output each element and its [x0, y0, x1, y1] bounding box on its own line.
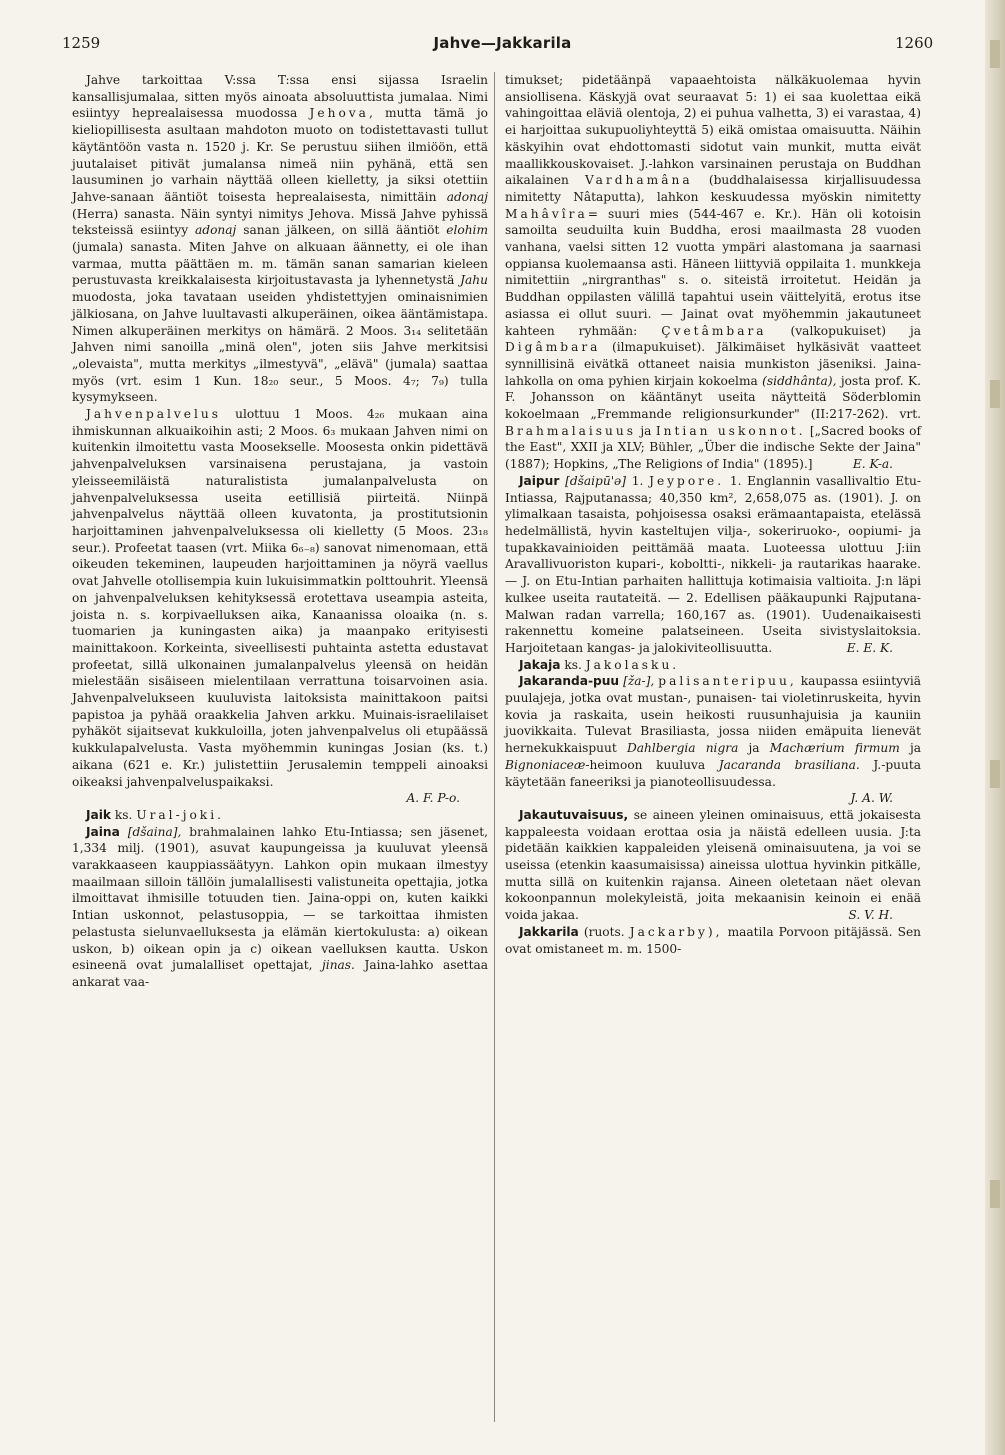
- entry-jaina: Jaina [dšaina], brahmalainen lahko Etu-Intiassa; sen jäsenet, 1,334 milj. (1901), asuvat kaupungeissa ja kuuluvat yleensä varakkaaseen kauppiassäätyyn. Lahkon opin mukaan ilmestyy maailmaan silloin tällöin jumalallisesti valistuneita opettajia, jotka ilmoittavat ihmisille totuuden tien. Jaina-oppi on, kuten kaikki Intian uskonnot, pelastusoppia, — se tarkoittaa ihmisten pelastusta sielunvaelluksesta ja elämän kiertokulusta: a) oikean uskon, b) oikean opin ja c) oikean vaelluksen kautta. Uskon esineenä ovat jumalalliset opettajat, jinas. Jaina-lahko asettaa ankarat vaa-: [72, 824, 489, 989]
- page-header: [0, 34, 1005, 58]
- page-edge-mark: [990, 1180, 1000, 1208]
- entry-jaina-continued: timukset; pidetäänpä vapaaehtoista nälkäkuolemaa hyvin ansiollisena. Käskyjä ovat seuraavat 5: 1) ei saa kuolettaa eikä vahingoittaa eläviä olentoja, 2) ei puhua valhetta, 3) ei varastaa, 4) ei harjoittaa sukupuoliyhteyttä 5) eikä omistaa omaisuutta. Näihin käskyihin ovat ehdottomasti sidotut vain munkit, mutta eivät maallikkouskovaiset. J.-lahkon varsinainen perustaja on Buddhan aikalainen Vardhamâna (buddhalaisessa kirjallisuudessa nimitetty Nâtaputta), lahkon keskuudessa myöskin nimitetty Mahâvîra= suuri mies (544-467 e. Kr.). Hän oli kotoisin samoilta seuduilta kuin Buddha, erosi maailmasta 28 vuoden vanhana, vaelsi sitten 12 vuotta ympäri alastomana ja saarnasi oppiansa kuolemaansa asti. Häneen liittyviä oppilaita 1. munkkeja nimitettiin „nirgranthas" s. o. siteistä irroitetut. Heidän ja Buddhan oppilasten välillä tapahtui usein väittelyitä, erotus itse asiassa ei ollut suuri. — Jainat ovat myöhemmin jakautuneet kahteen ryhmään: Çvetâmbara (valkopukuiset) ja Digâmbara (ilmapukuiset). Jälkimäiset hylkäsivät vaatteet synnillisinä eivätkä ottaneet naisia munkiston jäseniksi. Jaina-lahkolla on oma pyhien kirjain kokoelma (siddhânta), josta prof. K. F. Johansson on kääntänyt useita näytteitä Söderblomin kokoelmaan „Fremmande religionsurkunder" (II:217-262). vrt. Brahmalaisuus ja Intian uskonnot. [„Sacred books of the East", XXII ja XLV; Bühler, „Über die indische Sekte der Jaina" (1887); Hopkins, „The Religions of India" (1895).] E. K-a.: [505, 73, 922, 472]
- entry-jakautuvaisuus: Jakautuvaisuus, se aineen yleinen ominaisuus, että jokaisesta kappaleesta voidaan erottaa osia ja näistä edelleen uusia. J:ta pidetään kaikkien kappaleiden yleisenä ominaisuutena, ja voi se useissa (etenkin kaasumaisissa) aineissa ulottua hyvinkin pitkälle, mutta sillä on kuitenkin rajansa. Aineen oletetaan näet olevan kokoonpannun molekyleistä, joita mekaanisin keinoin ei enää voida jakaa. S. V. H.: [505, 807, 922, 923]
- author-signature: E. E. K.: [846, 640, 893, 655]
- page-number-right: 1260: [895, 34, 934, 52]
- running-title: Jahve—Jakkarila: [433, 34, 572, 52]
- entry-jaipur: Jaipur [dšaipū'ə] 1. Jeypore. 1. Englannin vasallivaltio Etu-Intiassa, Rajputanassa; 40,350 km², 2,658,075 as. (1901). J. on ylimalkaan tasaista, pohjoisessa osaksi erämaantapaista, etelässä hedelmällistä, hyvin kasteltujen vilja-, sokeriruoko-, oopiumi- ja tupakkavainioiden peittämää maata. Luoteessa ulottuu J:iin Aravallivuoriston kupari-, koboltti-, nikkeli- ja rautarikas haarake. — J. on Etu-Intian parhaiten hallittuja kotimaisia valtioita. J:n läpi kulkee useita rautateitä. — 2. Edellisen pääkaupunki Rajputana-Malwan radan varrella; 160,167 as. (1901). Uudenaikaisesti rakennettu komeine palatseineen. Useita sivistyslaitoksia. Harjoitetaan kangas- ja jalokiviteollisuutta. E. E. K.: [505, 473, 922, 655]
- author-signature: A. F. P-o.: [406, 791, 460, 806]
- author-signature: E. K-a.: [852, 457, 893, 472]
- entry-jahve: Jahve tarkoittaa V:ssa T:ssa ensi sijassa Israelin kansallisjumalaa, sitten myös ainoata absoluuttista jumalaa. Nimi esiintyy heprealaisessa muodossa Jehova, mutta tämä jo kieliopillisesta asultaan mahdoton muoto on todistettavasti tullut käytäntöön vasta n. 1520 j. Kr. Se perustuu siihen ilmiöön, että juutalaiset pitivät jumalansa nimeä niin pyhänä, että sen lausuminen jo varhain näyttää olleen kielletty, ja siksi otettiin Jahve-sanaan ääntiöt toisesta heprealaisesta, nimittäin adonaj (Herra) sanasta. Näin syntyi nimitys Jehova. Missä Jahve pyhissä teksteissä esiintyy adonaj sanan jälkeen, on sillä ääntiöt elohim (jumala) sanasta. Miten Jahve on alkuaan äännetty, ei ole ihan varmaa, mutta päättäen m. m. tämän sanan samarian kieleen perustuvasta kreikkalaisesta kirjoitustavasta ja lyhennetystä Jahu muodosta, joka tavataan useiden yhdistettyjen ominaisnimien jälkiosana, on Jahve luultavasti alkuperäinen, oikea ääntämistapa. Nimen alkuperäinen merkitys on hämärä. 2 Moos. 3₁₄ selitetään Jahven nimi sanoilla „minä olen", joten siis Jahve merkitsisi „olevaista", mutta merkitys „ilmestyvä", „elävä" (jumala) saattaa myös (vrt. esim 1 Kun. 18₂₀ seur., 5 Moos. 4₇; 7₉) tulla kysymykseen.: [72, 73, 489, 405]
- author-signature: J. A. W.: [850, 791, 893, 806]
- right-column: [505, 72, 921, 957]
- entry-jakaja: Jakaja ks. Jakolasku.: [519, 657, 680, 672]
- author-signature: S. V. H.: [848, 908, 893, 923]
- entry-jahvenpalvelus: Jahvenpalvelus ulottuu 1 Moos. 4₂₆ mukaan aina ihmiskunnan alkuaikoihin asti; 2 Moos. 6₃ mukaan Jahven nimi on kuitenkin ilmoitettu vasta Moosekselle. Moosesta onkin pidettävä jahvenpalveluksen varsinaisena perustajana, ja vastoin yleisseemiläistä naturalistista jumalanpalvelusta on jahvenpalveluksessa useita eetillisiä piirteitä. Niinpä jahvenpalvelus näyttää olleen kuvatonta, ja prostitutsionin harjoittaminen jahvenpalveluksessa oli kielletty (5 Moos. 23₁₈ seur.). Profeetat taasen (vrt. Miika 6₆₋₈) sanovat nimenomaan, että oikeuden tekeminen, laupeuden harjoittaminen ja nöyrä vaellus ovat Jahvelle otollisempia kuin lukuisimmatkin polttouhrit. Yleensä on jahvenpalveluksen kehityksessä erotettava useampia asteita, joista n. s. korpivaelluksen aika, Kanaanissa oloaika (n. s. tuomarien ja kuningasten aika) ja maanpako erityisesti mainittakoon. Korkeinta, siveellisesti puhtainta astetta edustavat profeetat, sillä ulkonainen jumalanpalvelus yleensä on heidän mielestään sisäiseen mielentilaan verrattuna toisarvoinen asia. Jahvenpalvelukseen kuuluvista laitoksista mainittakoon paitsi papistoa ja pyhää oraakkelia Jahven arkku. Muinais-israelilaiset pyhäköt sijaitsevat kukkuloilla, joten jahvenpalvelus oli etupäässä kukkulapalvelusta. Vasta myöhemmin kuningas Josian (ks. t.) aikana (621 e. Kr.) julistettiin Jerusalemin temppeli ainoaksi oikeaksi jahvenpalveluspaikaksi. A. F. P-o.: [72, 407, 489, 806]
- page-number-left: 1259: [62, 34, 101, 52]
- entry-jakaranda-puu: Jakaranda-puu [ža-], palisanteripuu, kaupassa esiintyviä puulajeja, jotka ovat mustan-, punaisen- tai violetinruskeita, hyvin kovia ja raskaita, usein heikosti ruusunhajuisia ja kauniin juovikkaita. Tulevat Brasiliasta, jossa niiden emäpuita lienevät hernekukkaispuut Dahlbergia nigra ja Machærium firmum ja Bignoniaceæ-heimoon kuuluva Jacaranda brasiliana. J.-puuta käytetään faneeriksi ja pianoteollisuudessa. J. A. W.: [505, 674, 922, 806]
- page-edge-mark: [990, 760, 1000, 788]
- left-column: [72, 72, 488, 991]
- entry-jaik: Jaik ks. Ural-joki.: [86, 807, 224, 822]
- page-edge-mark: [990, 380, 1000, 408]
- page-edge-shadow: [985, 0, 1005, 1455]
- column-divider: [494, 72, 495, 1422]
- entry-jakkarila: Jakkarila (ruots. Jackarby), maatila Porvoon pitäjässä. Sen ovat omistaneet m. m. 1500-: [505, 924, 922, 956]
